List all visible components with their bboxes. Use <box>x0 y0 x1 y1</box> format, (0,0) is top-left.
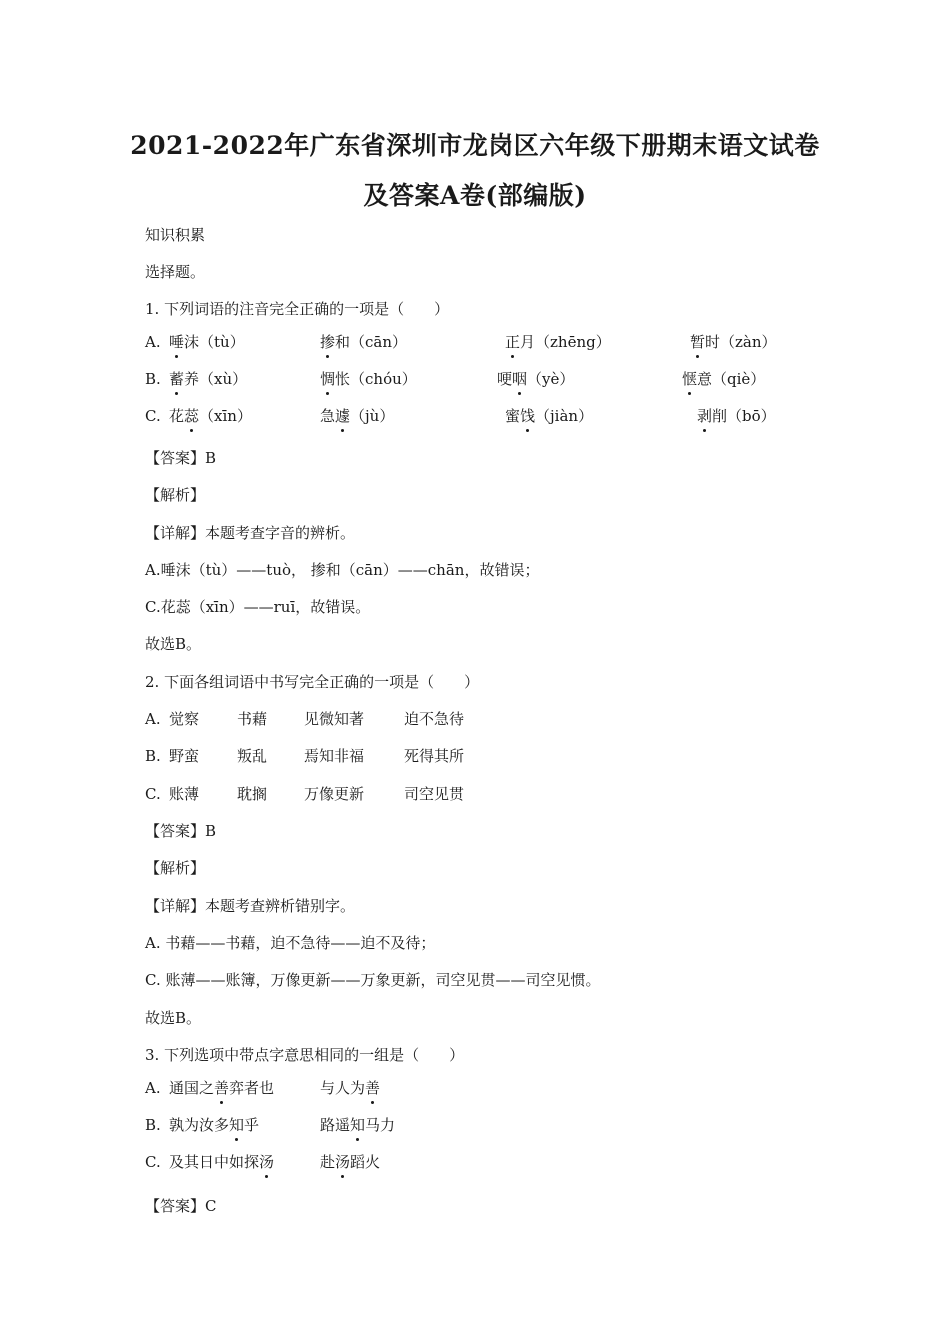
q3-option-b-phrase-1: 孰为汝多知乎 <box>169 1116 260 1134</box>
q1-option-c-word-4: 剥削（bō） <box>697 407 776 425</box>
question-2-note-1: A. 书藉——书藉，迫不急待——迫不及待； <box>145 934 436 952</box>
q2-option-a-word-1: 觉察 <box>169 710 200 728</box>
q2-option-c-word-4: 司空见贯 <box>404 785 465 803</box>
q3-option-c-label: C. <box>145 1153 161 1171</box>
question-2-answer: 【答案】B <box>145 822 217 840</box>
dotted-char: 惆 <box>320 370 336 388</box>
q3-option-a-phrase-1: 通国之善弈者也 <box>169 1079 275 1097</box>
q1-option-b-word-4: 惬意（qiè） <box>682 370 766 388</box>
q2-option-a-label: A. <box>145 710 161 728</box>
subsection-heading: 选择题。 <box>145 263 206 281</box>
section-heading: 知识积累 <box>145 226 206 244</box>
q2-option-b-word-4: 死得其所 <box>404 747 465 765</box>
q2-option-c-label: C. <box>145 785 161 803</box>
q1-option-a-word-3: 正月（zhēng） <box>505 333 611 351</box>
q2-option-b-word-3: 焉知非福 <box>304 747 365 765</box>
dotted-char: 剥 <box>697 407 713 425</box>
q2-option-a-word-2: 书藉 <box>237 710 268 728</box>
question-2-stem: 2. 下面各组词语中书写完全正确的一项是（ ） <box>145 673 480 691</box>
q1-option-c-word-1: 花蕊（xīn） <box>169 407 252 425</box>
q3-option-b-label: B. <box>145 1116 161 1134</box>
question-1-note-3: 故选B。 <box>145 635 202 653</box>
q2-option-b-label: B. <box>145 747 161 765</box>
q1-option-b-word-3: 哽咽（yè） <box>497 370 575 388</box>
question-3-answer: 【答案】C <box>145 1197 217 1215</box>
question-1-stem: 1. 下列词语的注音完全正确的一项是（ ） <box>145 300 450 318</box>
dotted-char: 蓄 <box>169 370 185 388</box>
question-2-note-2: C. 账薄——账簿，万像更新——万象更新，司空见贯——司空见惯。 <box>145 971 601 989</box>
question-1-analysis: 【解析】 <box>145 486 206 504</box>
q2-option-c-word-3: 万像更新 <box>304 785 365 803</box>
dotted-char: 汤 <box>259 1153 275 1171</box>
question-2-note-3: 故选B。 <box>145 1009 202 1027</box>
dotted-char: 正 <box>505 333 521 351</box>
q2-option-a-word-3: 见微知著 <box>304 710 365 728</box>
dotted-char: 善 <box>365 1079 381 1097</box>
q1-option-b-word-1: 蓄养（xù） <box>169 370 248 388</box>
dotted-char: 掺 <box>320 333 336 351</box>
dotted-char: 知 <box>350 1116 366 1134</box>
question-2-detail: 【详解】本题考查辨析错别字。 <box>145 897 356 915</box>
q1-option-b-word-2: 惆怅（chóu） <box>320 370 417 388</box>
q2-option-b-word-1: 野蛮 <box>169 747 200 765</box>
question-2-analysis: 【解析】 <box>145 859 206 877</box>
dotted-char: 暂 <box>690 333 706 351</box>
document-title-line-2: 及答案A卷(部编版) <box>363 181 587 210</box>
q2-option-c-word-1: 账薄 <box>169 785 200 803</box>
question-1-note-1: A.唾沫（tù）——tuò， 掺和（cān）——chān，故错误； <box>145 561 540 579</box>
dotted-char: 知 <box>229 1116 245 1134</box>
dotted-char: 善 <box>214 1079 230 1097</box>
question-1-detail: 【详解】本题考查字音的辨析。 <box>145 524 356 542</box>
q3-option-c-phrase-2: 赴汤蹈火 <box>320 1153 381 1171</box>
q1-option-b-label: B. <box>145 370 161 388</box>
q1-option-a-word-4: 暂时（zàn） <box>690 333 777 351</box>
q1-option-c-label: C. <box>145 407 161 425</box>
dotted-char: 唾 <box>169 333 185 351</box>
dotted-char: 汤 <box>335 1153 351 1171</box>
q3-option-b-phrase-2: 路遥知马力 <box>320 1116 396 1134</box>
q2-option-c-word-2: 耽搁 <box>237 785 268 803</box>
q2-option-a-word-4: 迫不急待 <box>404 710 465 728</box>
q1-option-c-word-3: 蜜饯（jiàn） <box>505 407 594 425</box>
q1-option-a-word-1: 唾沫（tù） <box>169 333 245 351</box>
q3-option-c-phrase-1: 及其日中如探汤 <box>169 1153 275 1171</box>
document-title-line-1: 2021-2022年广东省深圳市龙岗区六年级下册期末语文试卷 <box>130 131 820 160</box>
dotted-char: 惬 <box>682 370 698 388</box>
q1-option-a-label: A. <box>145 333 161 351</box>
q2-option-b-word-2: 叛乱 <box>237 747 268 765</box>
dotted-char: 蕊 <box>184 407 200 425</box>
dotted-char: 饯 <box>520 407 536 425</box>
question-3-stem: 3. 下列选项中带点字意思相同的一组是（ ） <box>145 1046 465 1064</box>
q1-option-a-word-2: 掺和（cān） <box>320 333 408 351</box>
dotted-char: 咽 <box>512 370 528 388</box>
dotted-char: 遽 <box>335 407 351 425</box>
q3-option-a-phrase-2: 与人为善 <box>320 1079 381 1097</box>
q1-option-c-word-2: 急遽（jù） <box>320 407 395 425</box>
question-1-note-2: C.花蕊（xīn）——ruī，故错误。 <box>145 598 371 616</box>
question-1-answer: 【答案】B <box>145 449 217 467</box>
q3-option-a-label: A. <box>145 1079 161 1097</box>
